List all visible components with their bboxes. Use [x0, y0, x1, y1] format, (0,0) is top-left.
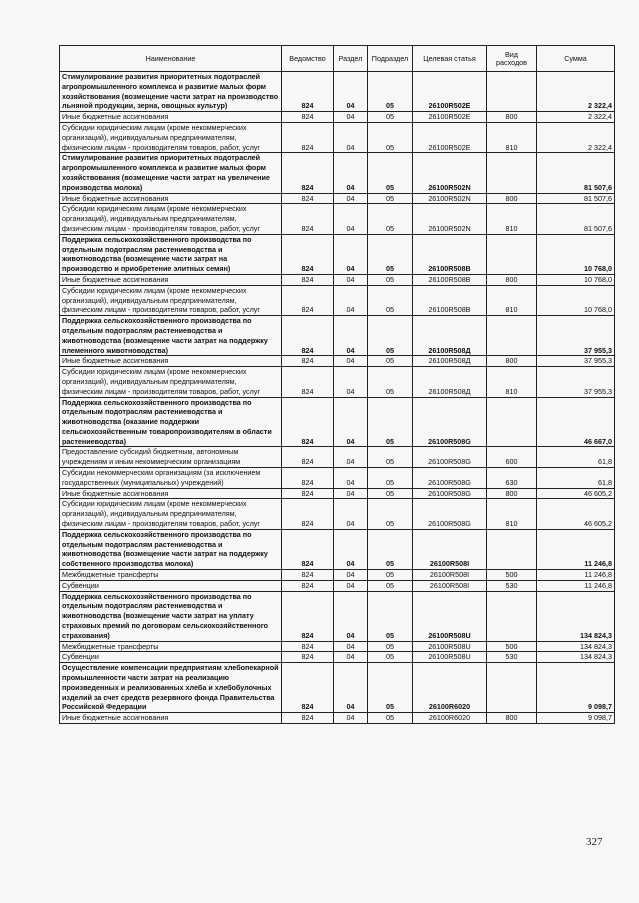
header-target: Целевая статья — [413, 46, 487, 72]
cell-target: 26100R6020 — [413, 663, 487, 713]
cell-target: 26100R508U — [413, 652, 487, 663]
cell-section: 04 — [334, 122, 368, 152]
cell-expense-type: 800 — [487, 193, 537, 204]
cell-expense-type: 810 — [487, 367, 537, 397]
cell-name: Стимулирование развития приоритетных подотраслей агропромышленного комплекса и развитие малых форм хозяйствования (возмещение части затрат на увеличение производства молока) — [60, 153, 282, 193]
cell-section: 04 — [334, 112, 368, 123]
cell-sum: 11 246,8 — [537, 570, 615, 581]
cell-section: 04 — [334, 652, 368, 663]
cell-subsection: 05 — [368, 153, 413, 193]
cell-target: 26100R508U — [413, 591, 487, 641]
cell-dept: 824 — [282, 580, 334, 591]
cell-expense-type: 810 — [487, 499, 537, 529]
cell-subsection: 05 — [368, 468, 413, 489]
cell-dept: 824 — [282, 529, 334, 569]
cell-target: 26100R502N — [413, 153, 487, 193]
table-row — [60, 204, 615, 234]
cell-section: 04 — [334, 397, 368, 447]
cell-sum: 134 824,3 — [537, 641, 615, 652]
cell-section: 04 — [334, 529, 368, 569]
cell-subsection: 05 — [368, 285, 413, 315]
cell-subsection: 05 — [368, 713, 413, 724]
cell-name: Поддержка сельскохозяйственного производства по отдельным подотраслям растениеводства и животноводства (возмещение части затрат на производство и приобретение элитных семян) — [60, 234, 282, 274]
cell-dept: 824 — [282, 591, 334, 641]
table-row — [60, 468, 615, 489]
cell-dept: 824 — [282, 447, 334, 468]
table-row — [60, 397, 615, 447]
table-row — [60, 285, 615, 315]
cell-target: 26100R502N — [413, 193, 487, 204]
cell-target: 26100R508G — [413, 499, 487, 529]
cell-section: 04 — [334, 274, 368, 285]
cell-dept: 824 — [282, 641, 334, 652]
cell-target: 26100R508U — [413, 641, 487, 652]
table-row — [60, 316, 615, 356]
cell-name: Межбюджетные трансферты — [60, 641, 282, 652]
cell-name: Иные бюджетные ассигнования — [60, 112, 282, 123]
cell-target: 26100R508I — [413, 580, 487, 591]
cell-sum: 2 322,4 — [537, 72, 615, 112]
cell-sum: 46 667,0 — [537, 397, 615, 447]
cell-section: 04 — [334, 580, 368, 591]
cell-dept: 824 — [282, 204, 334, 234]
cell-section: 04 — [334, 285, 368, 315]
cell-section: 04 — [334, 234, 368, 274]
cell-name: Межбюджетные трансферты — [60, 570, 282, 581]
cell-target: 26100R508G — [413, 397, 487, 447]
cell-subsection: 05 — [368, 122, 413, 152]
table-row — [60, 570, 615, 581]
header-dept: Ведомство — [282, 46, 334, 72]
cell-subsection: 05 — [368, 580, 413, 591]
cell-section: 04 — [334, 367, 368, 397]
cell-section: 04 — [334, 153, 368, 193]
cell-section: 04 — [334, 72, 368, 112]
cell-expense-type: 530 — [487, 652, 537, 663]
cell-dept: 824 — [282, 356, 334, 367]
cell-target: 26100R508Д — [413, 367, 487, 397]
cell-subsection: 05 — [368, 529, 413, 569]
cell-name: Иные бюджетные ассигнования — [60, 274, 282, 285]
cell-target: 26100R6020 — [413, 713, 487, 724]
cell-dept: 824 — [282, 488, 334, 499]
cell-expense-type — [487, 316, 537, 356]
cell-dept: 824 — [282, 316, 334, 356]
cell-name: Предоставление субсидий бюджетным, автономным учреждениям и иным некоммерческим организациям — [60, 447, 282, 468]
cell-sum: 134 824,3 — [537, 652, 615, 663]
cell-sum: 37 955,3 — [537, 367, 615, 397]
cell-section: 04 — [334, 193, 368, 204]
table-row — [60, 591, 615, 641]
cell-expense-type: 630 — [487, 468, 537, 489]
cell-section: 04 — [334, 356, 368, 367]
cell-sum: 46 605,2 — [537, 499, 615, 529]
cell-section: 04 — [334, 591, 368, 641]
cell-target: 26100R508G — [413, 447, 487, 468]
cell-expense-type — [487, 529, 537, 569]
header-sum: Сумма — [537, 46, 615, 72]
cell-name: Субсидии юридическим лицам (кроме некоммерческих организаций), индивидуальным предпринимателям, физическим лицам - производителям товаров, работ, услуг — [60, 499, 282, 529]
cell-target: 26100R502E — [413, 72, 487, 112]
budget-table — [59, 45, 615, 724]
cell-expense-type: 600 — [487, 447, 537, 468]
header-subsection: Подраздел — [368, 46, 413, 72]
cell-dept: 824 — [282, 234, 334, 274]
cell-sum: 11 246,8 — [537, 529, 615, 569]
cell-expense-type: 810 — [487, 204, 537, 234]
cell-dept: 824 — [282, 153, 334, 193]
cell-dept: 824 — [282, 468, 334, 489]
cell-dept: 824 — [282, 652, 334, 663]
cell-expense-type — [487, 663, 537, 713]
cell-subsection: 05 — [368, 204, 413, 234]
table-row — [60, 274, 615, 285]
cell-subsection: 05 — [368, 570, 413, 581]
cell-target: 26100R502E — [413, 112, 487, 123]
cell-expense-type: 800 — [487, 713, 537, 724]
cell-subsection: 05 — [368, 72, 413, 112]
cell-sum: 11 246,8 — [537, 580, 615, 591]
cell-target: 26100R508I — [413, 570, 487, 581]
table-row — [60, 499, 615, 529]
cell-subsection: 05 — [368, 193, 413, 204]
table-row — [60, 488, 615, 499]
table-row — [60, 112, 615, 123]
cell-section: 04 — [334, 468, 368, 489]
cell-target: 26100R508B — [413, 234, 487, 274]
cell-name: Поддержка сельскохозяйственного производства по отдельным подотраслям растениеводства и животноводства (возмещение части затрат на уплату страховых премий по договорам сельскохозяйственного страхования) — [60, 591, 282, 641]
cell-sum: 37 955,3 — [537, 316, 615, 356]
header-expense-type: Вид расходов — [487, 46, 537, 72]
cell-expense-type: 530 — [487, 580, 537, 591]
table-row — [60, 153, 615, 193]
cell-name: Осуществление компенсации предприятиям хлебопекарной промышленности части затрат на реализацию произведенных и реализованных хлеба и хлебобулочных изделий за счет средств резервного фонда Правительства Российской Федерации — [60, 663, 282, 713]
table-row — [60, 663, 615, 713]
cell-expense-type: 810 — [487, 122, 537, 152]
table-row — [60, 580, 615, 591]
cell-dept: 824 — [282, 570, 334, 581]
cell-subsection: 05 — [368, 356, 413, 367]
cell-subsection: 05 — [368, 397, 413, 447]
table-row — [60, 713, 615, 724]
cell-dept: 824 — [282, 122, 334, 152]
cell-dept: 824 — [282, 367, 334, 397]
cell-dept: 824 — [282, 112, 334, 123]
table-row — [60, 72, 615, 112]
cell-subsection: 05 — [368, 274, 413, 285]
cell-section: 04 — [334, 713, 368, 724]
cell-dept: 824 — [282, 663, 334, 713]
cell-sum: 61,8 — [537, 468, 615, 489]
cell-target: 26100R508B — [413, 274, 487, 285]
cell-section: 04 — [334, 570, 368, 581]
cell-name: Иные бюджетные ассигнования — [60, 713, 282, 724]
table-row — [60, 122, 615, 152]
cell-expense-type: 500 — [487, 570, 537, 581]
table-row — [60, 193, 615, 204]
table-row — [60, 652, 615, 663]
cell-dept: 824 — [282, 499, 334, 529]
cell-target: 26100R508G — [413, 468, 487, 489]
cell-expense-type — [487, 591, 537, 641]
cell-target: 26100R508G — [413, 488, 487, 499]
cell-dept: 824 — [282, 274, 334, 285]
cell-expense-type — [487, 397, 537, 447]
page-number: 327 — [586, 836, 603, 848]
table-row — [60, 367, 615, 397]
table-body — [60, 72, 615, 724]
cell-name: Субсидии юридическим лицам (кроме некоммерческих организаций), индивидуальным предпринимателям, физическим лицам - производителям товаров, работ, услуг — [60, 367, 282, 397]
cell-expense-type: 800 — [487, 356, 537, 367]
table-header-row — [60, 46, 615, 72]
cell-name: Иные бюджетные ассигнования — [60, 488, 282, 499]
cell-name: Субсидии юридическим лицам (кроме некоммерческих организаций), индивидуальным предпринимателям, физическим лицам - производителям товаров, работ, услуг — [60, 285, 282, 315]
cell-dept: 824 — [282, 193, 334, 204]
cell-subsection: 05 — [368, 367, 413, 397]
cell-section: 04 — [334, 204, 368, 234]
cell-dept: 824 — [282, 397, 334, 447]
table-row — [60, 356, 615, 367]
cell-sum: 37 955,3 — [537, 356, 615, 367]
cell-section: 04 — [334, 316, 368, 356]
cell-sum: 81 507,6 — [537, 193, 615, 204]
table-row — [60, 234, 615, 274]
cell-expense-type: 810 — [487, 285, 537, 315]
cell-sum: 61,8 — [537, 447, 615, 468]
header-section: Раздел — [334, 46, 368, 72]
cell-expense-type — [487, 234, 537, 274]
table-row — [60, 447, 615, 468]
cell-dept: 824 — [282, 713, 334, 724]
cell-sum: 46 605,2 — [537, 488, 615, 499]
cell-name: Субвенции — [60, 580, 282, 591]
cell-subsection: 05 — [368, 488, 413, 499]
cell-name: Субсидии некоммерческим организациям (за исключением государственных (муниципальных) учреждений) — [60, 468, 282, 489]
cell-name: Поддержка сельскохозяйственного производства по отдельным подотраслям растениеводства и животноводства (возмещение части затрат на поддержку собственного производства молока) — [60, 529, 282, 569]
cell-name: Стимулирование развития приоритетных подотраслей агропромышленного комплекса и развитие малых форм хозяйствования (возмещение части затрат на производство льняной продукции, зерна, овощных культур) — [60, 72, 282, 112]
cell-subsection: 05 — [368, 316, 413, 356]
cell-sum: 2 322,4 — [537, 122, 615, 152]
cell-dept: 824 — [282, 285, 334, 315]
cell-target: 26100R508B — [413, 285, 487, 315]
cell-expense-type: 800 — [487, 488, 537, 499]
cell-subsection: 05 — [368, 663, 413, 713]
cell-expense-type: 800 — [487, 274, 537, 285]
cell-name: Иные бюджетные ассигнования — [60, 193, 282, 204]
cell-sum: 81 507,6 — [537, 204, 615, 234]
cell-section: 04 — [334, 499, 368, 529]
table-row — [60, 641, 615, 652]
cell-sum: 10 768,0 — [537, 274, 615, 285]
cell-subsection: 05 — [368, 591, 413, 641]
cell-sum: 9 098,7 — [537, 663, 615, 713]
cell-name: Иные бюджетные ассигнования — [60, 356, 282, 367]
cell-expense-type — [487, 72, 537, 112]
cell-sum: 2 322,4 — [537, 112, 615, 123]
cell-name: Субсидии юридическим лицам (кроме некоммерческих организаций), индивидуальным предпринимателям, физическим лицам - производителям товаров, работ, услуг — [60, 204, 282, 234]
cell-section: 04 — [334, 663, 368, 713]
cell-target: 26100R502E — [413, 122, 487, 152]
cell-target: 26100R502N — [413, 204, 487, 234]
cell-sum: 81 507,6 — [537, 153, 615, 193]
cell-expense-type: 800 — [487, 112, 537, 123]
header-name: Наименование — [60, 46, 282, 72]
cell-subsection: 05 — [368, 234, 413, 274]
cell-section: 04 — [334, 447, 368, 468]
cell-subsection: 05 — [368, 641, 413, 652]
cell-subsection: 05 — [368, 499, 413, 529]
cell-sum: 10 768,0 — [537, 234, 615, 274]
cell-name: Субвенции — [60, 652, 282, 663]
cell-dept: 824 — [282, 72, 334, 112]
cell-subsection: 05 — [368, 447, 413, 468]
cell-target: 26100R508Д — [413, 356, 487, 367]
cell-expense-type — [487, 153, 537, 193]
cell-sum: 9 098,7 — [537, 713, 615, 724]
cell-sum: 10 768,0 — [537, 285, 615, 315]
cell-expense-type: 500 — [487, 641, 537, 652]
cell-name: Субсидии юридическим лицам (кроме некоммерческих организаций), индивидуальным предпринимателям, физическим лицам - производителям товаров, работ, услуг — [60, 122, 282, 152]
cell-subsection: 05 — [368, 652, 413, 663]
cell-target: 26100R508Д — [413, 316, 487, 356]
cell-section: 04 — [334, 488, 368, 499]
cell-name: Поддержка сельскохозяйственного производства по отдельным подотраслям растениеводства и животноводства (оказание поддержки сельскохозяйственным товаропроизводителям в области растениеводства) — [60, 397, 282, 447]
cell-subsection: 05 — [368, 112, 413, 123]
cell-sum: 134 824,3 — [537, 591, 615, 641]
cell-target: 26100R508I — [413, 529, 487, 569]
cell-section: 04 — [334, 641, 368, 652]
cell-name: Поддержка сельскохозяйственного производства по отдельным подотраслям растениеводства и животноводства (возмещение части затрат на поддержку племенного животноводства) — [60, 316, 282, 356]
table-row — [60, 529, 615, 569]
